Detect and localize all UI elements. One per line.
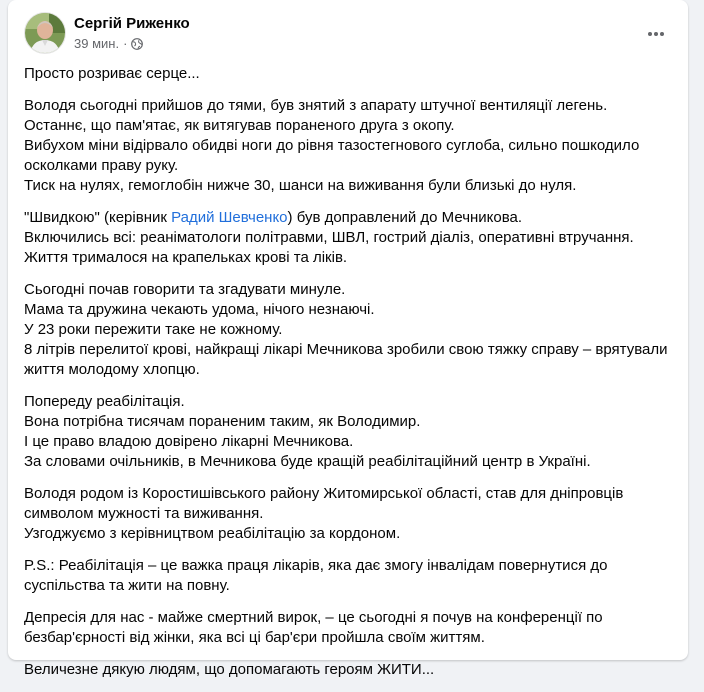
avatar-photo (25, 13, 65, 53)
post-meta (74, 36, 143, 52)
post-line: 8 літрів перелитої крові, найкращі лікарі Мечникова зробили свою тяжку справу – врятували (24, 341, 668, 358)
post-line: Мама та дружина чекають удома, нічого незнаючі. (24, 301, 375, 318)
post-paragraph (24, 208, 679, 268)
post-paragraph (24, 484, 679, 544)
post-paragraph (24, 96, 679, 196)
author-name[interactable]: Сергій Риженко (74, 15, 190, 32)
post-line: Життя трималося на крапельках крові та ліків. (24, 249, 348, 266)
post-line: P.S.: Реабілітація – це важка праця лікарів, яка дає змогу інвалідам повернутися до (24, 557, 608, 574)
post-paragraph (24, 280, 679, 380)
post-line: У 23 роки пережити таке не кожному. (24, 321, 283, 338)
post-line: символом мужності та виживання. (24, 505, 264, 522)
meta-separator: · (123, 36, 128, 51)
text-before-link: "Швидкою" (керівник (24, 209, 172, 226)
post-paragraph (24, 556, 679, 596)
post-line: Узгоджуємо з керівництвом реабілітацію за кордоном. (24, 525, 401, 542)
globe-icon[interactable] (131, 38, 143, 50)
post-paragraph (24, 64, 679, 84)
post-line: Включились всі: реаніматологи політравми, ШВЛ, гострий діаліз, оперативні втручання. (24, 229, 634, 246)
post-line: Володя родом із Коростишівського району Житомирської області, став для дніпровців (24, 485, 624, 502)
post-time[interactable]: 39 мин. (74, 36, 120, 51)
post-line: Володя сьогодні прийшов до тями, був знятий з апарату штучної вентиляції легень. (24, 97, 608, 114)
post-line: Депресія для нас - майже смертний вирок, – це сьогодні я почув на конференції по (24, 609, 603, 626)
post-line: За словами очільників, в Мечникова буде кращій реабілітаційний центр в Україні. (24, 453, 591, 470)
post-line: Вибухом міни відірвало обидві ноги до рівня тазостегнового суглоба, сильно пошкодило (24, 137, 640, 154)
post-paragraph (24, 660, 679, 680)
post-line: життя молодому хлопцю. (24, 361, 200, 378)
post-paragraph (24, 608, 679, 648)
mention-link[interactable]: Радий Шевченко (171, 209, 288, 226)
post-line: Тиск на нулях, гемоглобін нижче 30, шанси на виживання були близькі до нуля. (24, 177, 577, 194)
post-line: безбар'єрності від жінки, яка всі ці бар'єри пройшла своїм життям. (24, 629, 485, 646)
post-line: Попереду реабілітація. (24, 393, 185, 410)
post-line: Величезне дякую людям, що допомагають героям ЖИТИ... (24, 661, 435, 678)
text-after-link: ) був доправлений до Мечникова. (287, 209, 523, 226)
post-line: Просто розриває серце... (24, 65, 200, 82)
post-line: І це право владою довірено лікарні Мечникова. (24, 433, 354, 450)
post-header (24, 12, 674, 56)
post-line-with-link (24, 208, 679, 228)
post-card (8, 0, 688, 678)
more-options-icon (646, 24, 666, 44)
post-line: Останнє, що пам'ятає, як витягував пораненого друга з окопу. (24, 117, 455, 134)
post-line: осколками праву руку. (24, 157, 179, 174)
post-line: Вона потрібна тисячам пораненим таким, як Володимир. (24, 413, 421, 430)
post-body (24, 64, 679, 692)
post-line: Сьогодні почав говорити та згадувати минуле. (24, 281, 346, 298)
post-paragraph (24, 392, 679, 472)
avatar[interactable] (24, 12, 66, 54)
post-line: суспільства та жити на повну. (24, 577, 230, 594)
more-options-button[interactable] (638, 16, 674, 52)
